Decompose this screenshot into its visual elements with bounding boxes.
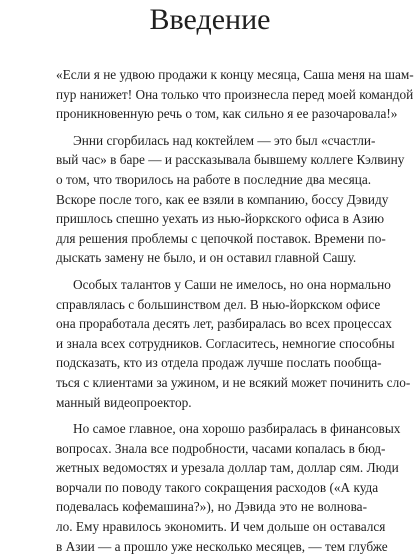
text-line: она проработала десять лет, разбиралась во всех процессах <box>56 316 392 332</box>
text-line: в Азии — а прошло уже несколько месяцев, — тем глубже <box>56 538 388 554</box>
chapter-title: Введение <box>149 3 271 36</box>
text-line: Особых талантов у Саши не имелось, но она нормально <box>73 276 391 292</box>
text-line: пришлось спешно уехать из нью-йоркского офиса в Азию <box>56 211 385 227</box>
text-line: вый час» в баре — и рассказывала бывшему коллеге Кэлвину <box>56 152 405 168</box>
page-body <box>56 65 414 556</box>
text-line: подевалась кофемашина?»), но Дэвида это не волнова- <box>56 499 367 515</box>
text-line: пур нанижет! Она только что произнесла перед моей командой <box>56 86 414 102</box>
text-line: дыскать замену не было, и он оставил главной Сашу. <box>56 250 357 266</box>
text-line: проникновенную речь о том, как сильно я ее разочаровала!» <box>56 106 398 122</box>
text-line: и знала всех сотрудников. Согласитесь, немногие способны <box>56 335 395 351</box>
text-line: «Если я не удвою продажи к концу месяца, Саша меня на шам- <box>56 67 414 82</box>
text-line: вопросах. Знала все подробности, часами копалась в бюд- <box>56 440 386 456</box>
text-line: жетных ведомостях и урезала доллар там, доллар сям. Люди <box>56 460 399 476</box>
text-line: Вскоре после того, как ее взяли в компанию, боссу Дэвиду <box>56 191 389 207</box>
text-line: справлялась с большинством дел. В нью-йоркском офисе <box>56 296 381 312</box>
text-line: ло. Ему нравилось экономить. И чем дольше он оставался <box>56 519 386 535</box>
text-line: ться с клиентами за ужином, и не всякий может починить сло- <box>56 374 411 390</box>
text-line: ворчали по поводу такого сокращения расходов («А куда <box>56 479 379 495</box>
text-line: манный видеопроектор. <box>56 394 192 410</box>
text-line: о том, что творилось на работе в последние два месяца. <box>56 171 372 187</box>
text-line: для решения проблемы с цепочкой поставок. Времени по- <box>56 230 386 246</box>
text-line: подсказать, кто из отдела продаж лучше послать пообща- <box>56 355 382 371</box>
text-line: Но самое главное, она хорошо разбиралась в финансовых <box>73 421 401 437</box>
text-line: Энни сгорбилась над коктейлем — это был «счастли- <box>73 132 376 148</box>
